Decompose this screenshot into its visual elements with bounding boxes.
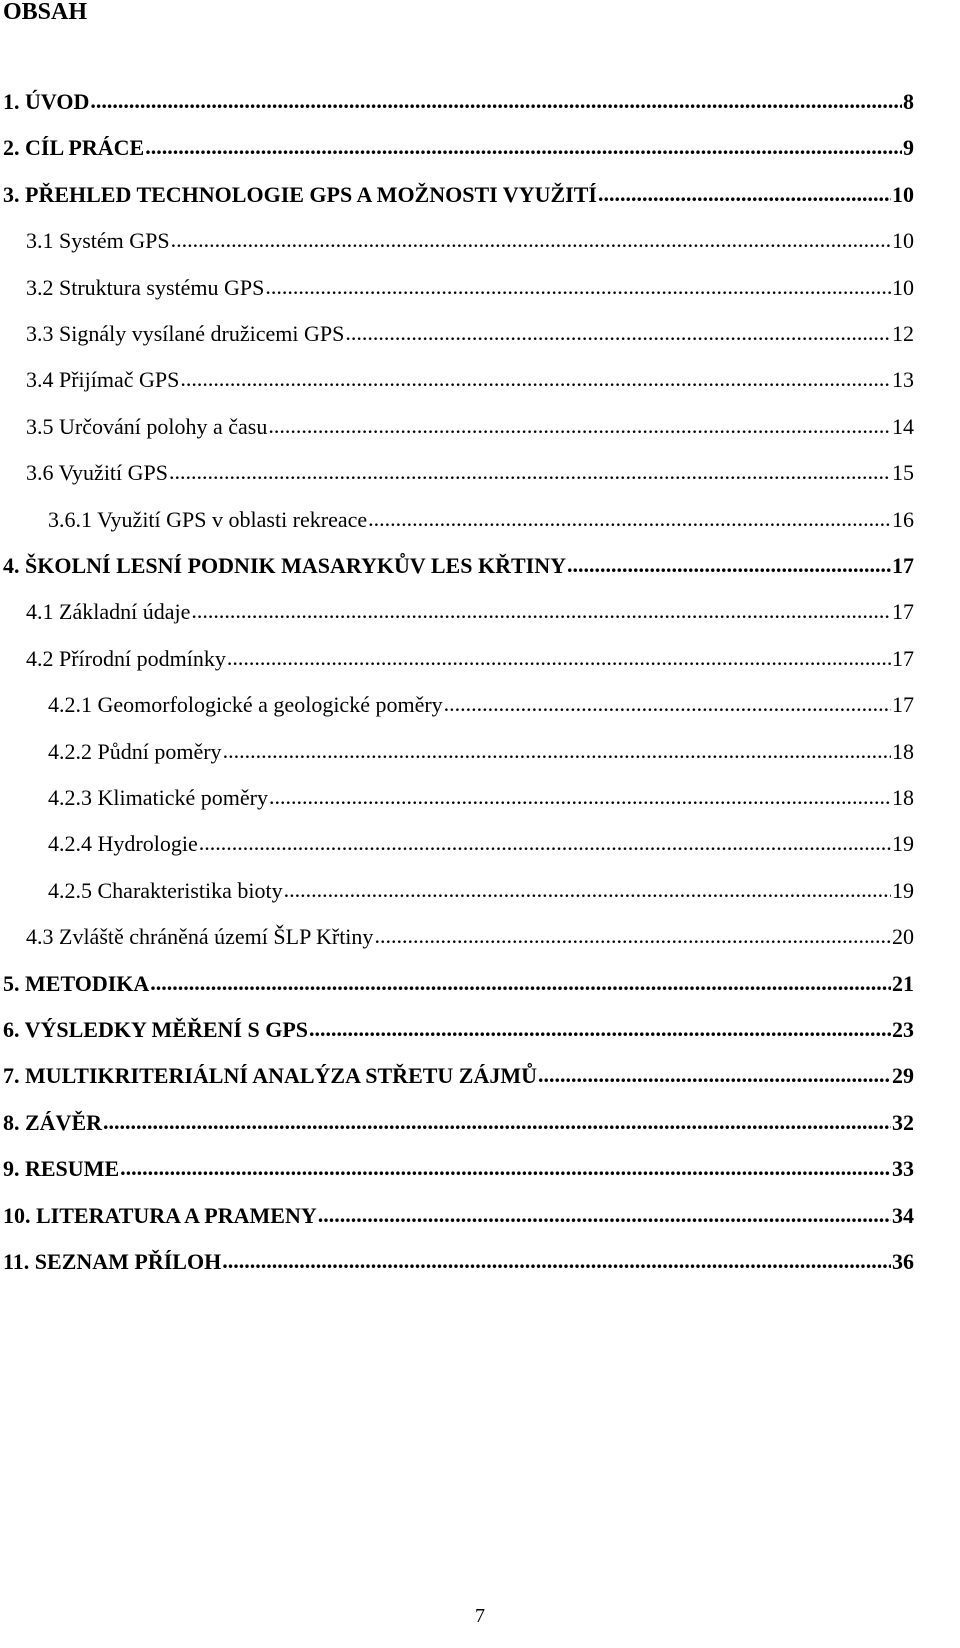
toc-entry[interactable] xyxy=(26,458,914,488)
toc-entry-label: 4.3 Zvláště chráněná území ŠLP Křtiny xyxy=(26,924,374,950)
toc-entry-page: 23 xyxy=(892,1017,914,1042)
toc-entry-label: 3. PŘEHLED TECHNOLOGIE GPS A MOŽNOSTI VYUŽITÍ xyxy=(3,181,597,207)
toc-entry-page: 21 xyxy=(892,970,914,996)
toc-entry-page: 14 xyxy=(892,413,914,439)
toc-entry[interactable] xyxy=(3,969,914,999)
toc-entry-label: 10. LITERATURA A PRAMENY xyxy=(3,1202,317,1228)
toc-entry[interactable] xyxy=(26,644,914,674)
toc-entry-label: 3.6 Využití GPS xyxy=(26,460,169,486)
toc-entry-label: 11. SEZNAM PŘÍLOH xyxy=(3,1249,222,1274)
dot-leader xyxy=(120,1154,891,1183)
toc-entry-page: 34 xyxy=(892,1202,914,1228)
toc-entry-page: 12 xyxy=(892,321,914,346)
toc-entry-label: 4.2.5 Charakteristika bioty xyxy=(48,877,283,903)
toc-entry[interactable] xyxy=(26,922,914,952)
dot-leader xyxy=(199,829,891,858)
toc-entry-label: 4.2.3 Klimatické poměry xyxy=(48,785,268,810)
dot-leader xyxy=(374,922,891,951)
toc-entry[interactable] xyxy=(3,1015,914,1045)
toc-entry-page: 16 xyxy=(892,506,914,532)
toc-entry[interactable] xyxy=(48,783,914,813)
toc-entry-page: 19 xyxy=(892,877,914,903)
toc-entry-label: 3.5 Určování polohy a času xyxy=(26,413,268,439)
dot-leader xyxy=(223,737,891,766)
dot-leader xyxy=(598,180,891,209)
toc-entry-page: 19 xyxy=(892,831,914,857)
dot-leader xyxy=(191,597,891,626)
toc-entry-page: 10 xyxy=(892,228,914,254)
toc-entry-page: 10 xyxy=(892,181,914,207)
dot-leader xyxy=(103,1108,891,1137)
toc-entry-page: 32 xyxy=(892,1109,914,1135)
toc-entry-label: 6. VÝSLEDKY MĚŘENÍ S GPS xyxy=(3,1017,309,1042)
toc-entry[interactable] xyxy=(26,226,914,256)
dot-leader xyxy=(567,551,891,580)
dot-leader xyxy=(150,969,891,998)
toc-entry[interactable] xyxy=(3,1061,914,1091)
page-number: 7 xyxy=(475,1605,485,1627)
dot-leader xyxy=(90,87,902,116)
dot-leader xyxy=(309,1015,891,1044)
toc-entry-label: 3.3 Signály vysílané družicemi GPS xyxy=(26,321,345,346)
dot-leader xyxy=(538,1061,891,1090)
toc-entry-page: 8 xyxy=(903,89,914,114)
dot-leader xyxy=(222,1247,891,1276)
toc-entry-label: 4.2.4 Hydrologie xyxy=(48,831,198,857)
dot-leader xyxy=(444,690,891,719)
dot-leader xyxy=(227,644,891,673)
toc-entry[interactable] xyxy=(3,180,914,210)
toc-entry[interactable] xyxy=(26,319,914,349)
dot-leader xyxy=(269,783,891,812)
toc-entry-label: 3.1 Systém GPS xyxy=(26,228,170,254)
toc-entry-label: 5. METODIKA xyxy=(3,970,150,996)
toc-entry[interactable] xyxy=(3,87,914,117)
toc-entry-label: 1. ÚVOD xyxy=(3,89,90,114)
dot-leader xyxy=(368,505,891,534)
toc-entry[interactable] xyxy=(26,365,914,395)
toc-entry-label: 8. ZÁVĚR xyxy=(3,1109,103,1135)
toc-entry[interactable] xyxy=(48,876,914,906)
toc-entry-page: 18 xyxy=(892,785,914,810)
toc-entry-page: 29 xyxy=(892,1063,914,1089)
toc-entry[interactable] xyxy=(3,1201,914,1231)
toc-entry-page: 17 xyxy=(892,553,914,578)
toc-entry[interactable] xyxy=(48,690,914,720)
toc-entry[interactable] xyxy=(3,551,914,581)
toc-entry-page: 17 xyxy=(892,645,914,671)
toc-entry-label: 4.2 Přírodní podmínky xyxy=(26,645,226,671)
toc-entry-page: 17 xyxy=(892,599,914,625)
dot-leader xyxy=(180,365,891,394)
dot-leader xyxy=(318,1201,891,1230)
dot-leader xyxy=(345,319,891,348)
toc-entry-label: 2. CÍL PRÁCE xyxy=(3,135,145,161)
toc-entry-label: 3.2 Struktura systému GPS xyxy=(26,274,265,300)
toc-entry[interactable] xyxy=(3,1247,914,1277)
toc-entry[interactable] xyxy=(48,505,914,535)
toc-entry-page: 36 xyxy=(892,1249,914,1274)
toc-entry[interactable] xyxy=(3,1154,914,1184)
page-title: OBSAH xyxy=(3,0,88,25)
toc-entry[interactable] xyxy=(3,133,914,163)
toc-entry-page: 10 xyxy=(892,274,914,300)
toc-entry-label: 4.2.2 Půdní poměry xyxy=(48,738,222,764)
toc-entry-page: 20 xyxy=(892,924,914,950)
toc-entry-page: 33 xyxy=(892,1156,914,1182)
toc-entry-page: 9 xyxy=(903,135,914,161)
dot-leader xyxy=(265,273,891,302)
toc-entry-label: 4.1 Základní údaje xyxy=(26,599,191,625)
toc-entry[interactable] xyxy=(48,829,914,859)
toc-entry-page: 18 xyxy=(892,738,914,764)
dot-leader xyxy=(169,458,891,487)
toc-entry[interactable] xyxy=(3,1108,914,1138)
toc-entry[interactable] xyxy=(26,597,914,627)
toc-entry-label: 9. RESUME xyxy=(3,1156,120,1182)
toc-entry-label: 4.2.1 Geomorfologické a geologické poměry xyxy=(48,692,443,718)
toc-entry[interactable] xyxy=(26,273,914,303)
toc-entry-page: 13 xyxy=(892,367,914,393)
toc-entry-label: 3.4 Přijímač GPS xyxy=(26,367,180,393)
toc-entry[interactable] xyxy=(48,737,914,767)
dot-leader xyxy=(171,226,891,255)
dot-leader xyxy=(284,876,891,905)
toc-entry[interactable] xyxy=(26,412,914,442)
toc-entry-page: 17 xyxy=(892,692,914,718)
toc-entry-label: 4. ŠKOLNÍ LESNÍ PODNIK MASARYKŮV LES KŘTINY xyxy=(3,553,566,578)
toc-entry-label: 3.6.1 Využití GPS v oblasti rekreace xyxy=(48,506,368,532)
dot-leader xyxy=(145,133,902,162)
toc-entry-page: 15 xyxy=(892,460,914,486)
toc-entry-label: 7. MULTIKRITERIÁLNÍ ANALÝZA STŘETU ZÁJMŮ xyxy=(3,1063,538,1089)
dot-leader xyxy=(268,412,891,441)
